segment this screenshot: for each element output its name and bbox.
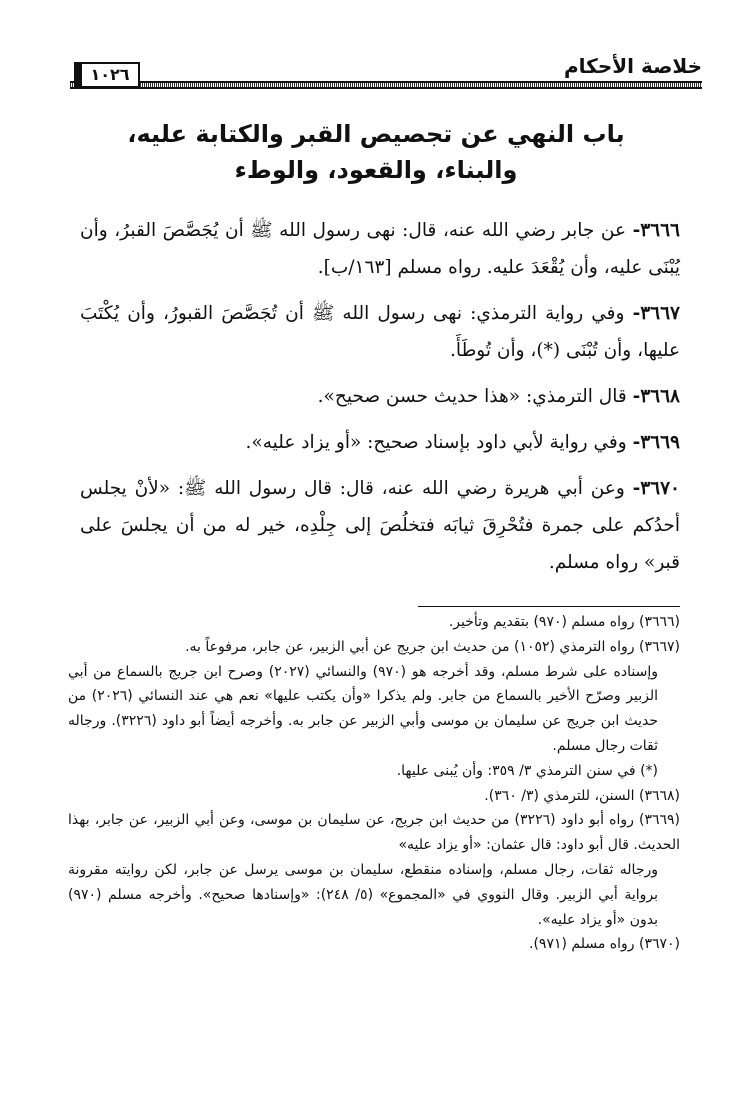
hadith-number: ٣٦٧٠-	[632, 478, 680, 499]
footnote-text: (٣٦٦٨) السنن، للترمذي (٣/ ٣٦٠).	[484, 787, 680, 804]
chapter-title-line-1: باب النهي عن تجصيص القبر والكتابة عليه،	[127, 120, 625, 148]
hadith-entries	[80, 212, 680, 590]
footnote-text: (٣٦٦٦) رواه مسلم (٩٧٠) بتقديم وتأخير.	[448, 614, 680, 630]
book-title: خلاصة الأحكام	[564, 54, 702, 78]
hadith-text: وعن أبي هريرة رضي الله عنه، قال: قال رسول الله ﷺ: «لأنْ يجلس أحدُكم على جمرة فتُحْرِقَ ثيابَه فتخلُصَ إلى جِلْدِه، خير له من أن يجلسَ على قبر» رواه مسلم.	[80, 478, 680, 573]
hadith-entry	[80, 470, 680, 581]
footnote-text: (*) في سنن الترمذي ٣/ ٣٥٩: وأن يُبنى عليها.	[396, 762, 658, 779]
footnote	[68, 932, 680, 957]
hadith-text: عن جابر رضي الله عنه، قال: نهى رسول الله ﷺ أن يُجَصَّصَ القبرُ، وأن يُبْنَى عليه، وأن يُقْعَدَ عليه. رواه مسلم [١٦٣/ب].	[80, 220, 680, 278]
footnote	[68, 784, 680, 809]
hadith-entry	[80, 212, 680, 286]
hadith-entry	[80, 424, 680, 461]
hadith-number: ٣٦٦٨-	[632, 386, 680, 407]
hadith-number: ٣٦٦٦-	[632, 220, 680, 241]
hadith-entry	[80, 378, 680, 415]
hadith-number: ٣٦٦٧-	[632, 303, 680, 324]
footnotes	[68, 610, 680, 957]
chapter-title-line-2: والبناء، والقعود، والوطء	[234, 156, 518, 184]
header-rule	[70, 81, 702, 89]
hadith-text: قال الترمذي: «هذا حديث حسن صحيح».	[317, 386, 633, 407]
page-number: ١٠٢٦	[80, 62, 140, 88]
footnote-continuation: ورجاله ثقات، رجال مسلم، وإسناده منقطع، سليمان بن موسى يرسل عن جابر، لكن روايته مقرونة برواية أبي الزبير. وقال النووي في «المجموع» (٥/ ٢٤٨): «وإسنادها صحيح». وأخرجه مسلم (٩٧٠) بدون «أو يزاد عليه».	[68, 861, 658, 928]
hadith-text: وفي رواية الترمذي: نهى رسول الله ﷺ أن تُجَصَّصَ القبورُ، وأن يُكْتَبَ عليها، وأن تُبْنَى (*)، وأن تُوطَأَ.	[80, 303, 680, 361]
chapter-title	[90, 116, 662, 188]
footnote-divider	[418, 606, 680, 607]
hadith-text: وفي رواية لأبي داود بإسناد صحيح: «أو يزاد عليه».	[245, 432, 633, 453]
footnote-text: (٣٦٦٩) رواه أبو داود (٣٢٢٦) من حديث ابن جريج، عن سليمان بن موسى، وعن أبي الزبير، عن جابر، بهذا الحديث. قال أبو داود: قال عثمان: «أو يزاد عليه»	[68, 812, 681, 854]
footnote	[68, 808, 680, 932]
page-header	[70, 52, 702, 92]
footnote	[68, 635, 680, 759]
footnote-text: (٣٦٧٠) رواه مسلم (٩٧١).	[529, 936, 680, 953]
hadith-number: ٣٦٦٩-	[632, 432, 680, 453]
footnote-continuation: وإسناده على شرط مسلم، وقد أخرجه هو (٩٧٠) والنسائي (٢٠٢٧) وصرح ابن جريج بالسماع من أبي الزبير وصرّح الأخير بالسماع من جابر. ولم يذكرا «وأن يكتب عليها» نعم هي عند النسائي (٢٠٢٦) من حديث ابن جريج عن سليمان بن موسى وأبي الزبير عن جابر به. وأخرجه أيضاً أبو داود (٣٢٢٦). ورجاله ثقات رجال مسلم.	[68, 663, 659, 754]
footnote	[68, 759, 680, 784]
footnote-text: (٣٦٦٧) رواه الترمذي (١٠٥٢) من حديث ابن جريج عن أبي الزبير، عن جابر، مرفوعاً به.	[185, 638, 680, 655]
hadith-entry	[80, 295, 680, 369]
footnote	[68, 610, 680, 635]
